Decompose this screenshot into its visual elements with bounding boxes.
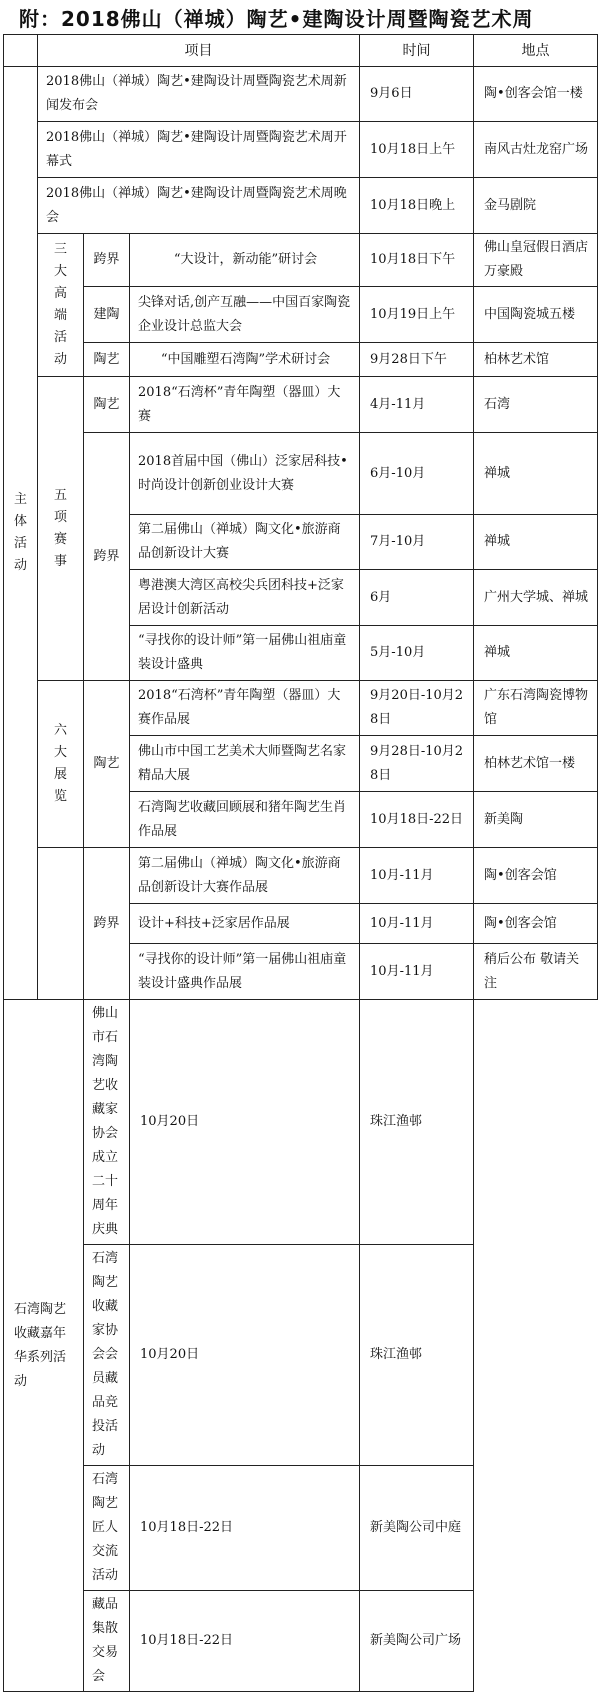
- project-cell: 石湾陶艺收藏回顾展和猪年陶艺生肖作品展: [130, 792, 360, 848]
- project-cell: 第二届佛山（禅城）陶文化•旅游商品创新设计大赛作品展: [130, 848, 360, 904]
- place-cell: 陶•创客会馆: [474, 904, 598, 944]
- time-cell: 10月18日-22日: [360, 792, 474, 848]
- header-place: 地点: [474, 35, 598, 67]
- place-cell: 石湾: [474, 377, 598, 433]
- project-cell: “大设计，新动能”研讨会: [130, 234, 360, 287]
- table-row: [4, 343, 598, 377]
- project-cell: “寻找你的设计师”第一届佛山祖庙童装设计盛典: [130, 626, 360, 681]
- table-row: [4, 287, 598, 343]
- place-cell: 稍后公布 敬请关注: [474, 944, 598, 1000]
- project-cell: 粤港澳大湾区高校尖兵团科技+泛家居设计创新活动: [130, 570, 360, 626]
- place-cell: 柏林艺术馆一楼: [474, 736, 598, 792]
- time-cell: 10月18日-22日: [130, 1591, 360, 1692]
- category-cell: 陶艺: [84, 343, 130, 377]
- category-cell: 陶艺: [84, 377, 130, 433]
- project-cell: 2018佛山（禅城）陶艺•建陶设计周暨陶瓷艺术周开幕式: [38, 122, 360, 178]
- table-row: [4, 377, 598, 433]
- project-cell: 2018“石湾杯”青年陶塑（器皿）大赛作品展: [130, 681, 360, 736]
- carnival-label: 石湾陶艺收藏嘉年华系列活动: [4, 1000, 84, 1692]
- time-cell: 10月18日晚上: [360, 178, 474, 234]
- table-row: [4, 234, 598, 287]
- category-cell: 跨界: [84, 848, 130, 1000]
- place-cell: 南风古灶龙窑广场: [474, 122, 598, 178]
- table-row: [4, 1245, 598, 1466]
- project-cell: 佛山市石湾陶艺收藏家协会成立二十周年庆典: [84, 1000, 130, 1245]
- place-cell: 陶•创客会馆一楼: [474, 67, 598, 122]
- project-cell: 尖锋对话,创产互融——中国百家陶瓷企业设计总监大会: [130, 287, 360, 343]
- place-cell: 广州大学城、禅城: [474, 570, 598, 626]
- project-cell: 石湾陶艺收藏家协会会员藏品竞投活动: [84, 1245, 130, 1466]
- place-cell: 珠江渔邨: [360, 1245, 474, 1466]
- place-cell: 禅城: [474, 626, 598, 681]
- document-title: 附：2018佛山（禅城）陶艺•建陶设计周暨陶瓷艺术周: [19, 7, 534, 31]
- place-cell: 新美陶公司广场: [360, 1591, 474, 1692]
- header-blank-1: [4, 35, 38, 67]
- table-row: [4, 178, 598, 234]
- header-time: 时间: [360, 35, 474, 67]
- time-cell: 6月: [360, 570, 474, 626]
- contests-label: 五项赛事: [38, 377, 84, 681]
- table-row: [4, 433, 598, 515]
- time-cell: 9月28日-10月28日: [360, 736, 474, 792]
- project-cell: 2018首届中国（佛山）泛家居科技•时尚设计创新创业设计大赛: [130, 433, 360, 515]
- project-cell: “寻找你的设计师”第一届佛山祖庙童装设计盛典作品展: [130, 944, 360, 1000]
- project-cell: 2018“石湾杯”青年陶塑（器皿）大赛: [130, 377, 360, 433]
- category-cell: 建陶: [84, 287, 130, 343]
- place-cell: 柏林艺术馆: [474, 343, 598, 377]
- table-row: [4, 67, 598, 122]
- table-row: [4, 848, 598, 904]
- place-cell: 陶•创客会馆: [474, 848, 598, 904]
- table-row: [4, 681, 598, 736]
- time-cell: 10月-11月: [360, 848, 474, 904]
- time-cell: 4月-11月: [360, 377, 474, 433]
- high-end-label: 三大高端活动: [38, 234, 84, 377]
- project-cell: 2018佛山（禅城）陶艺•建陶设计周暨陶瓷艺术周新闻发布会: [38, 67, 360, 122]
- place-cell: 金马剧院: [474, 178, 598, 234]
- category-cell: 跨界: [84, 433, 130, 681]
- project-cell: 设计+科技+泛家居作品展: [130, 904, 360, 944]
- time-cell: 10月-11月: [360, 904, 474, 944]
- project-cell: “中国雕塑石湾陶”学术研讨会: [130, 343, 360, 377]
- project-cell: 藏品集散交易会: [84, 1591, 130, 1692]
- place-cell: 禅城: [474, 433, 598, 515]
- time-cell: 10月18日下午: [360, 234, 474, 287]
- time-cell: 10月20日: [130, 1000, 360, 1245]
- time-cell: 10月-11月: [360, 944, 474, 1000]
- time-cell: 10月20日: [130, 1245, 360, 1466]
- project-cell: 石湾陶艺匠人交流活动: [84, 1466, 130, 1591]
- place-cell: 广东石湾陶瓷博物馆: [474, 681, 598, 736]
- main-activities-label: 主体活动: [4, 67, 38, 1000]
- table-row: [4, 122, 598, 178]
- place-cell: 珠江渔邨: [360, 1000, 474, 1245]
- place-cell: 佛山皇冠假日酒店万豪殿: [474, 234, 598, 287]
- time-cell: 9月28日下午: [360, 343, 474, 377]
- place-cell: 中国陶瓷城五楼: [474, 287, 598, 343]
- time-cell: 10月18日-22日: [130, 1466, 360, 1591]
- place-cell: 新美陶: [474, 792, 598, 848]
- project-cell: 佛山市中国工艺美术大师暨陶艺名家精品大展: [130, 736, 360, 792]
- project-cell: 第二届佛山（禅城）陶文化•旅游商品创新设计大赛: [130, 515, 360, 570]
- blank-cell: [38, 848, 84, 1000]
- place-cell: 新美陶公司中庭: [360, 1466, 474, 1591]
- time-cell: 9月20日-10月28日: [360, 681, 474, 736]
- place-cell: 禅城: [474, 515, 598, 570]
- time-cell: 10月19日上午: [360, 287, 474, 343]
- time-cell: 6月-10月: [360, 433, 474, 515]
- table-row: [4, 1466, 598, 1591]
- time-cell: 7月-10月: [360, 515, 474, 570]
- project-cell: 2018佛山（禅城）陶艺•建陶设计周暨陶瓷艺术周晚会: [38, 178, 360, 234]
- header-project: 项目: [38, 35, 360, 67]
- table-row: [4, 1000, 598, 1245]
- category-cell: 陶艺: [84, 681, 130, 848]
- exhibitions-label: 六大展览: [38, 681, 84, 848]
- table-row: [4, 1591, 598, 1692]
- table-header-row: [4, 35, 598, 67]
- time-cell: 9月6日: [360, 67, 474, 122]
- schedule-table: [3, 34, 598, 1692]
- category-cell: 跨界: [84, 234, 130, 287]
- time-cell: 5月-10月: [360, 626, 474, 681]
- time-cell: 10月18日上午: [360, 122, 474, 178]
